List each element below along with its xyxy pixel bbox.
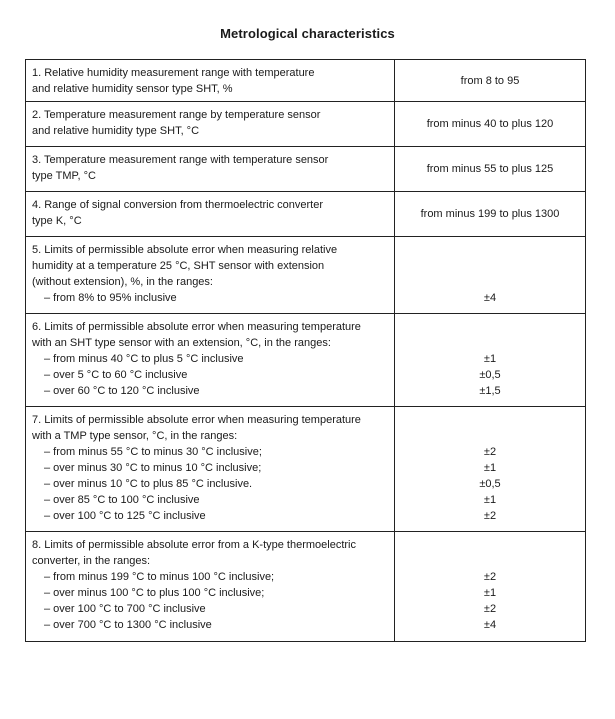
parameter-cell (26, 314, 395, 407)
table-row (26, 237, 586, 314)
value-text: ±4 (483, 292, 497, 304)
parameter-text: humidity at a temperature 25 °C, SHT sensor with extension (32, 260, 325, 272)
value-text: ±0,5 (479, 478, 501, 490)
value-text: from minus 55 to plus 125 (426, 163, 554, 175)
table-row (26, 102, 586, 147)
parameter-cell (26, 407, 395, 532)
value-cell (395, 237, 586, 314)
value-text: ±0,5 (479, 369, 501, 381)
parameter-text: 5. Limits of permissible absolute error when measuring relative (32, 244, 338, 256)
value-text: ±1,5 (479, 385, 501, 397)
value-text: ±2 (483, 571, 497, 583)
table-row (26, 60, 586, 102)
value-text: from minus 40 to plus 120 (426, 118, 554, 130)
range-item: – over 100 °C to 700 °C inclusive (44, 603, 206, 615)
range-item: – from minus 40 °C to plus 5 °C inclusive (44, 353, 244, 365)
range-item: – from minus 199 °C to minus 100 °C inclusive; (44, 571, 275, 583)
characteristics-table (25, 59, 586, 642)
value-text: ±2 (483, 446, 497, 458)
value-text: from minus 199 to plus 1300 (420, 208, 560, 220)
value-text: ±1 (483, 494, 497, 506)
range-item: – over 60 °C to 120 °C inclusive (44, 385, 200, 397)
parameter-text: 3. Temperature measurement range with temperature sensor (32, 154, 329, 166)
parameter-cell (26, 192, 395, 237)
table-row (26, 147, 586, 192)
value-cell (395, 532, 586, 642)
value-text: ±2 (483, 603, 497, 615)
table-row (26, 407, 586, 532)
range-item: – over 100 °C to 125 °C inclusive (44, 510, 206, 522)
parameter-text: 2. Temperature measurement range by temperature sensor (32, 109, 321, 121)
value-cell (395, 147, 586, 192)
value-text: ±1 (483, 587, 497, 599)
parameter-text: and relative humidity sensor type SHT, % (32, 83, 233, 95)
parameter-text: 7. Limits of permissible absolute error when measuring temperature (32, 414, 361, 426)
value-cell (395, 60, 586, 102)
range-item: – over minus 100 °C to plus 100 °C inclusive; (44, 587, 265, 599)
range-item: – from 8% to 95% inclusive (44, 292, 177, 304)
value-text: ±1 (483, 353, 497, 365)
parameter-text: type K, °C (32, 215, 82, 227)
value-text: ±1 (483, 462, 497, 474)
value-cell (395, 192, 586, 237)
parameter-cell (26, 60, 395, 102)
parameter-text: (without extension), %, in the ranges: (32, 276, 213, 288)
parameter-cell (26, 532, 395, 642)
table-row (26, 532, 586, 642)
parameter-text: with a TMP type sensor, °C, in the ranges: (32, 430, 238, 442)
value-cell (395, 314, 586, 407)
parameter-cell (26, 237, 395, 314)
parameter-text: 4. Range of signal conversion from thermoelectric converter (32, 199, 324, 211)
parameter-text: with an SHT type sensor with an extension, °C, in the ranges: (32, 337, 331, 349)
parameter-text: 8. Limits of permissible absolute error from a K-type thermoelectric (32, 539, 357, 551)
parameter-text: 6. Limits of permissible absolute error when measuring temperature (32, 321, 361, 333)
value-text: ±4 (483, 619, 497, 631)
range-item: – over 5 °C to 60 °C inclusive (44, 369, 188, 381)
parameter-text: type TMP, °C (32, 170, 96, 182)
parameter-text: 1. Relative humidity measurement range with temperature (32, 67, 315, 79)
document-title: Metrological characteristics (220, 26, 395, 41)
parameter-cell (26, 102, 395, 147)
parameter-text: and relative humidity type SHT, °C (32, 125, 200, 137)
value-cell (395, 407, 586, 532)
value-text: ±2 (483, 510, 497, 522)
range-item: – over 700 °C to 1300 °C inclusive (44, 619, 212, 631)
range-item: – over 85 °C to 100 °C inclusive (44, 494, 200, 506)
table-row (26, 314, 586, 407)
value-cell (395, 102, 586, 147)
parameter-cell (26, 147, 395, 192)
range-item: – over minus 10 °C to plus 85 °C inclusive. (44, 478, 253, 490)
range-item: – from minus 55 °C to minus 30 °C inclusive; (44, 446, 262, 458)
table-row (26, 192, 586, 237)
range-item: – over minus 30 °C to minus 10 °C inclusive; (44, 462, 262, 474)
parameter-text: converter, in the ranges: (32, 555, 151, 567)
value-text: from 8 to 95 (460, 74, 520, 87)
